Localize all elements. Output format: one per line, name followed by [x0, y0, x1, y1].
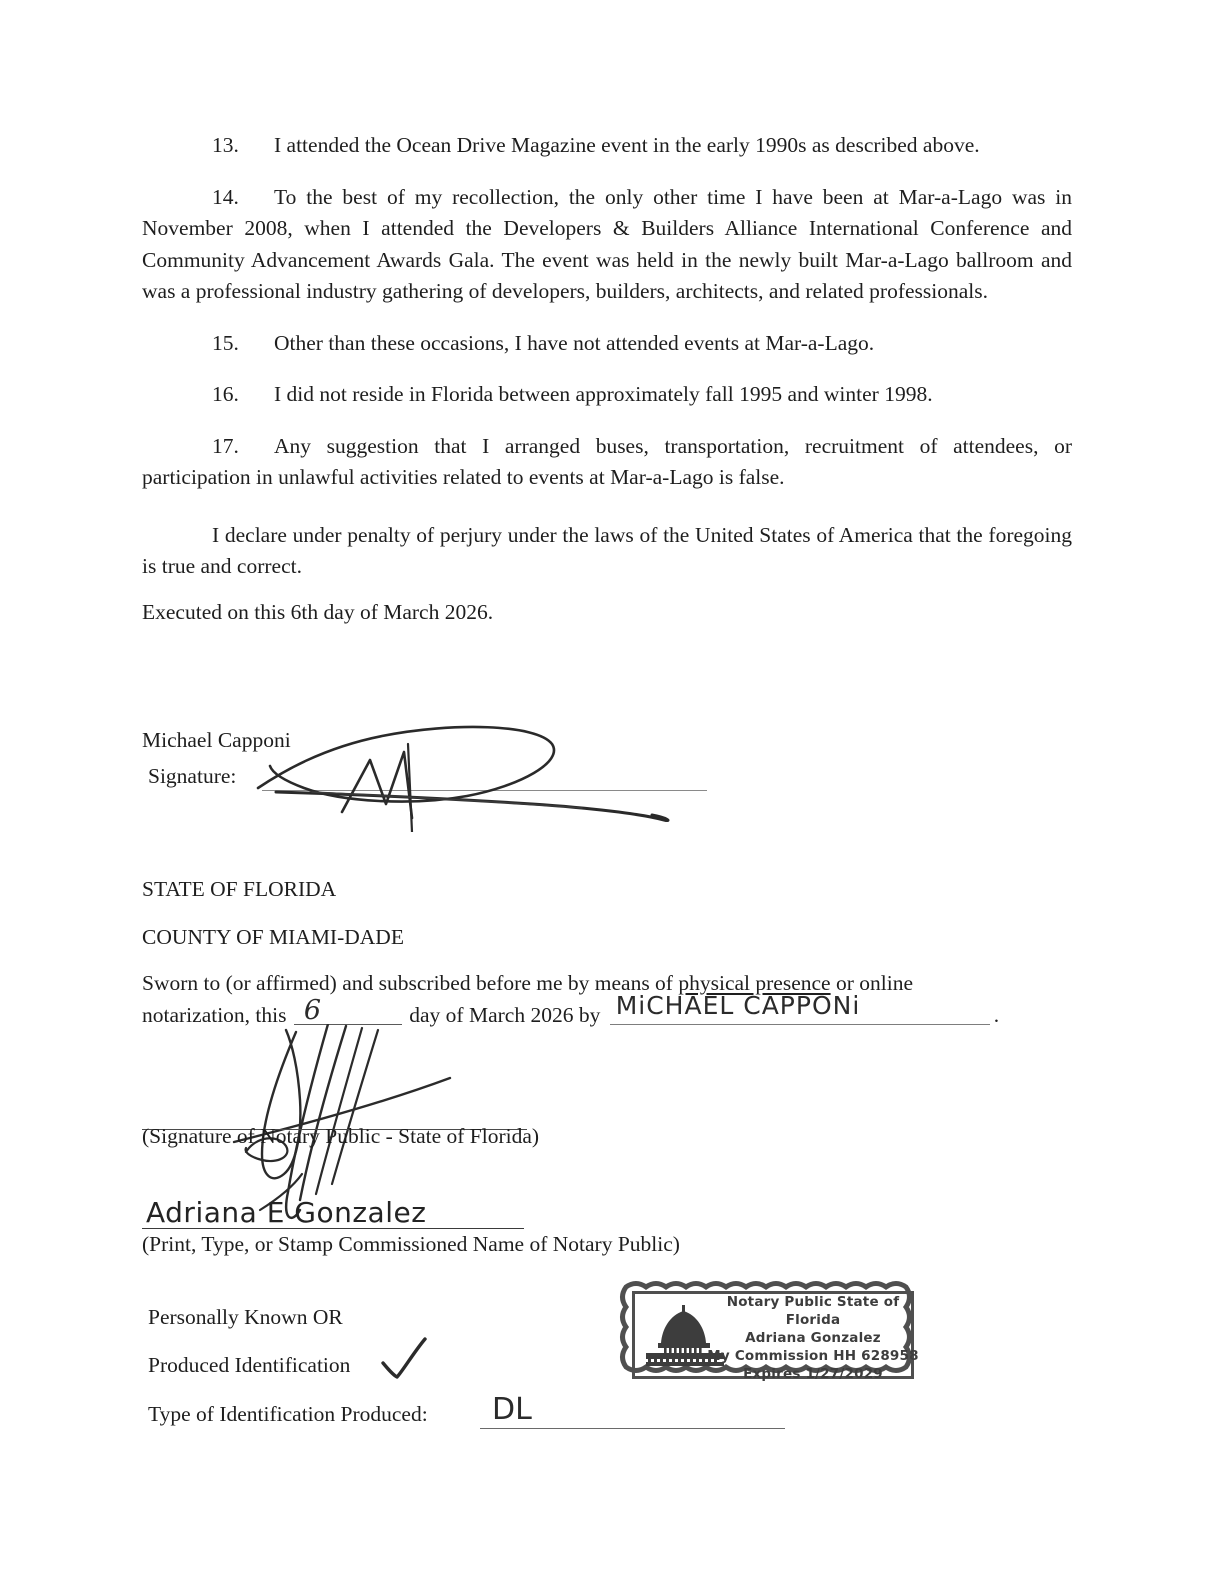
paragraph-number-15: 15.	[212, 330, 239, 355]
identification-type-label: Type of Identification Produced:	[148, 1402, 428, 1426]
sworn-method-underlined: physical presence	[678, 971, 831, 995]
stamp-line-2: Adriana Gonzalez	[745, 1330, 881, 1346]
notary-county-line: COUNTY OF MIAMI-DADE	[142, 925, 404, 949]
perjury-declaration: I declare under penalty of perjury under the laws of the United States of America that the foregoing is true and correct.	[142, 522, 1072, 578]
stamp-line-4: Expires 1/27/2029	[743, 1366, 883, 1382]
paragraph-14	[142, 182, 1072, 308]
notary-day-field[interactable]	[294, 995, 402, 1026]
sworn-suffix: or online	[830, 971, 913, 995]
paragraph-number-17: 17.	[212, 433, 239, 458]
sworn-prefix: Sworn to (or affirmed) and subscribed before me by means of	[142, 971, 679, 995]
identification-type-rule[interactable]	[480, 1428, 785, 1429]
paragraph-16	[142, 379, 1072, 411]
paragraph-text-17: Any suggestion that I arranged buses, transportation, recruitment of attendees, or participation in unlawful activities related to events at Mar-a-Lago is false.	[142, 433, 1072, 489]
affiant-name-value: MiCHAEL CAPPONi	[615, 991, 861, 1020]
notary-day-value: 6	[303, 995, 322, 1026]
paragraph-number-16: 16.	[212, 382, 239, 406]
sworn-statement-line-1	[142, 968, 1072, 999]
notarization-period: .	[993, 1003, 1000, 1027]
stamp-line-1: Notary Public State of Florida	[726, 1294, 900, 1328]
paragraph-text-14: To the best of my recollection, the only other time I have been at Mar-a-Lago was in November 2008, when I attended the Developers & Builders Alliance International Conference and Community Advancement Awards Gala. The event was held in the newly built Mar-a-Lago ballroom and was a professional industry gathering of developers, builders, architects, and related professionals.	[142, 184, 1072, 303]
paragraph-number-13: 13.	[212, 133, 239, 157]
declarant-printed-name: Michael Capponi	[142, 728, 291, 752]
signature-label: Signature:	[148, 764, 237, 788]
notarization-prefix: notarization, this	[142, 1003, 287, 1027]
paragraph-17	[142, 431, 1072, 494]
paragraph-number-14: 14.	[212, 184, 239, 209]
executed-line: Executed on this 6th day of March 2026.	[142, 599, 494, 624]
declarant-signature-row	[142, 764, 742, 798]
checkmark-icon	[380, 1336, 428, 1382]
notarization-mid: day of March 2026 by	[409, 1003, 601, 1027]
produced-identification-label[interactable]: Produced Identification	[148, 1353, 351, 1377]
declarant-signature-block	[142, 726, 742, 798]
stamp-line-3: My Commission HH 628958	[707, 1348, 919, 1364]
notary-state-line: STATE OF FLORIDA	[142, 877, 337, 901]
notary-signature-caption: (Signature of Notary Public - State of Florida)	[142, 1124, 540, 1148]
personally-known-label[interactable]: Personally Known OR	[148, 1305, 343, 1329]
sworn-statement-line-2	[142, 991, 1072, 1031]
document-body	[142, 0, 1072, 628]
paragraph-text-15: Other than these occasions, I have not attended events at Mar-a-Lago.	[274, 330, 875, 355]
paragraph-text-13: I attended the Ocean Drive Magazine event in the early 1990s as described above.	[274, 133, 980, 157]
identification-type-value: DL	[492, 1392, 532, 1427]
stamp-text-block	[704, 1293, 922, 1383]
notary-printed-name-value: Adriana E Gonzalez	[146, 1196, 427, 1229]
paragraph-15	[142, 328, 1072, 360]
paragraph-text-16: I did not reside in Florida between approximately fall 1995 and winter 1998.	[274, 382, 933, 406]
notary-printed-name-rule	[142, 1228, 524, 1229]
signature-rule	[262, 790, 707, 791]
paragraph-13	[142, 130, 1072, 162]
notary-printed-name-caption: (Print, Type, or Stamp Commissioned Name of Notary Public)	[142, 1232, 680, 1256]
affiant-name-field[interactable]	[610, 991, 990, 1025]
notary-stamp	[618, 1279, 928, 1391]
